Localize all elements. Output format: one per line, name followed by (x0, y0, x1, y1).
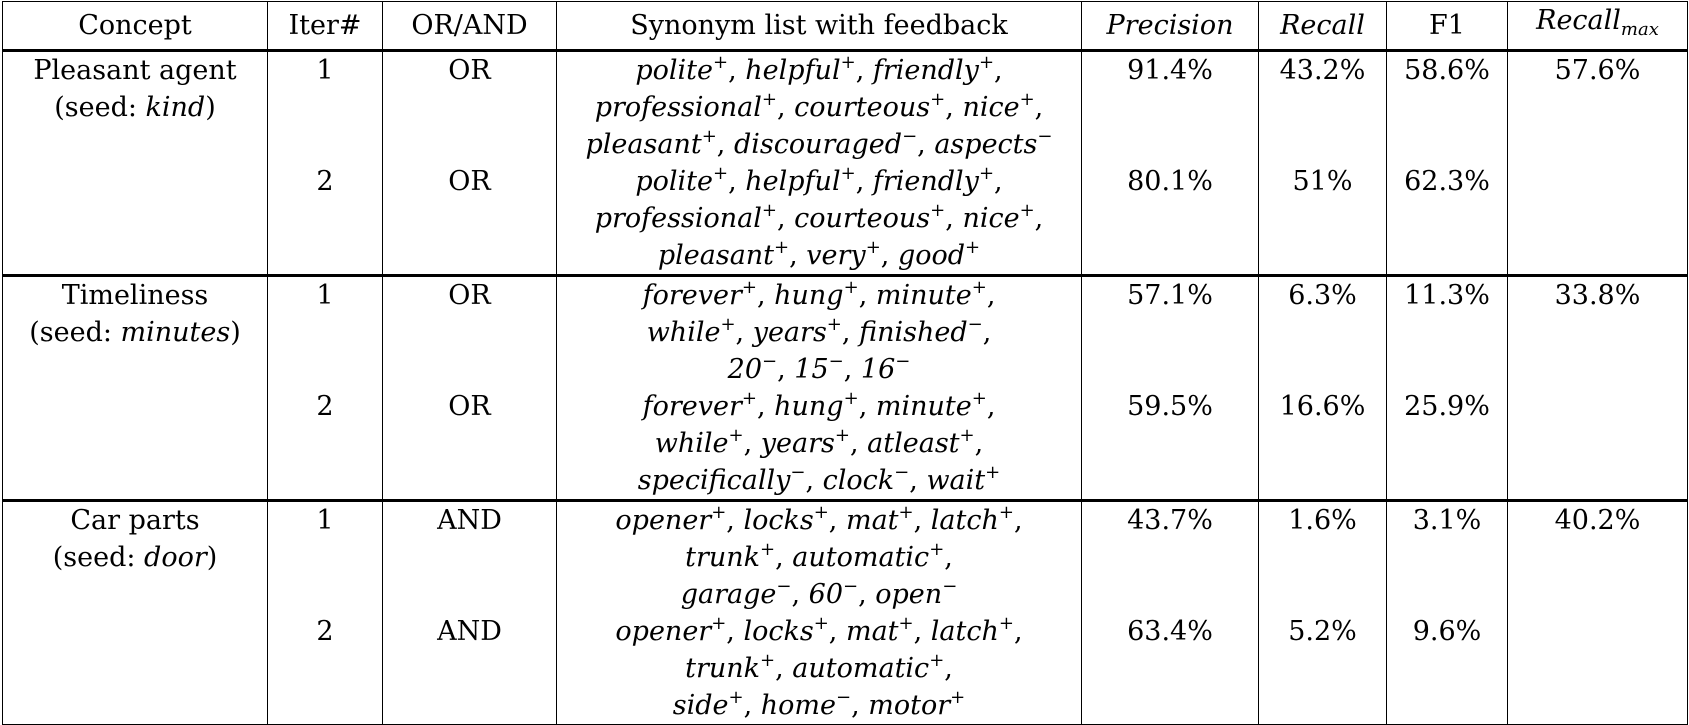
feedback-mark: + (760, 539, 776, 560)
header-recall-max-base: Recall (1536, 5, 1621, 36)
synonym-line (563, 89, 1075, 126)
feedback-mark: + (929, 650, 945, 671)
synonym-word: latch (930, 505, 999, 536)
synonym-word: while (646, 317, 721, 348)
feedback-mark: + (826, 314, 842, 335)
feedback-mark: + (865, 237, 881, 258)
results-table (2, 1, 1688, 725)
separator: , (945, 203, 963, 234)
feedback-mark: + (813, 502, 829, 523)
synonym-word: years (760, 428, 835, 459)
seed-word: minutes (120, 317, 231, 348)
f1-value: 62.3% (1404, 166, 1490, 197)
synonym-line (563, 52, 1075, 89)
operator-value: OR (448, 391, 491, 422)
operator-value: AND (437, 616, 502, 647)
precision-cell (1082, 501, 1259, 725)
f1-value: 9.6% (1412, 616, 1482, 647)
feedback-mark: + (950, 687, 966, 708)
feedback-mark: + (843, 388, 859, 409)
header-row (3, 2, 1688, 51)
synonym-word: atleast (867, 428, 960, 459)
precision-cell (1082, 276, 1259, 501)
concept-cell (3, 51, 268, 276)
iter-value: 1 (316, 505, 334, 536)
recall-cell (1259, 51, 1387, 276)
feedback-mark: + (834, 425, 850, 446)
recall-value: 43.2% (1279, 55, 1366, 86)
feedback-mark: + (930, 89, 946, 110)
synonym-word: good (897, 240, 966, 271)
synonym-word: hung (774, 391, 844, 422)
synonym-word: clock (822, 465, 895, 496)
synonym-cell (557, 276, 1082, 501)
separator: , (776, 92, 795, 123)
separator: , (1013, 616, 1023, 647)
synonym-word: very (806, 240, 866, 271)
feedback-mark: + (720, 314, 736, 335)
feedback-mark: + (761, 89, 777, 110)
synonym-word: latch (930, 616, 999, 647)
feedback-mark: − (762, 351, 778, 372)
operator-value: AND (437, 505, 502, 536)
synonym-word: side (672, 690, 729, 721)
separator: , (805, 465, 823, 496)
synonym-line (563, 462, 1075, 499)
table-row (3, 501, 1688, 725)
precision-value: 63.4% (1127, 616, 1213, 647)
separator: , (909, 465, 927, 496)
seed-close: ) (206, 542, 218, 573)
iter-value: 1 (316, 55, 334, 86)
synonym-word: opener (615, 616, 712, 647)
seed-label: (seed: (54, 92, 146, 123)
header-recall: Recall (1259, 2, 1387, 51)
feedback-mark: + (898, 502, 914, 523)
feedback-mark: + (959, 425, 975, 446)
concept-seed (9, 314, 261, 351)
iter-value: 1 (316, 280, 334, 311)
synonym-line (563, 314, 1075, 351)
synonym-word: minute (875, 391, 972, 422)
recall-value: 51% (1292, 166, 1353, 197)
synonym-word: mat (845, 616, 899, 647)
separator: , (880, 240, 898, 271)
separator: , (944, 542, 953, 573)
separator: , (986, 280, 996, 311)
seed-close: ) (230, 317, 241, 348)
separator: , (828, 616, 846, 647)
synonym-word: trunk (685, 653, 761, 684)
synonym-line (563, 388, 1075, 425)
synonym-word: years (752, 317, 827, 348)
feedback-mark: + (1019, 200, 1035, 221)
synonym-word: helpful (745, 55, 841, 86)
precision-value: 91.4% (1127, 55, 1213, 86)
iter-cell (268, 276, 383, 501)
separator: , (982, 317, 992, 348)
separator: , (728, 166, 746, 197)
feedback-mark: + (761, 200, 777, 221)
operator-cell (383, 276, 557, 501)
separator: , (841, 317, 860, 348)
feedback-mark: + (985, 462, 1001, 483)
synonym-word: finished (859, 317, 968, 348)
synonym-word: while (654, 428, 729, 459)
separator: , (775, 653, 793, 684)
iter-cell (268, 501, 383, 725)
recall-max-value: 33.8% (1508, 276, 1688, 501)
synonym-word: friendly (872, 55, 979, 86)
feedback-mark: + (840, 163, 856, 184)
table-row (3, 51, 1688, 276)
separator: , (858, 280, 876, 311)
recall-value: 16.6% (1279, 391, 1366, 422)
f1-value: 11.3% (1404, 280, 1490, 311)
feedback-mark: − (776, 576, 792, 597)
separator: , (849, 428, 868, 459)
separator: , (858, 579, 876, 610)
feedback-mark: − (836, 687, 852, 708)
feedback-mark: + (813, 613, 829, 634)
operator-value: OR (448, 280, 491, 311)
synonym-word: friendly (872, 166, 979, 197)
synonym-word: automatic (792, 653, 930, 684)
synonym-word: nice (962, 203, 1020, 234)
feedback-mark: − (902, 126, 918, 147)
synonym-line (563, 163, 1075, 200)
synonym-word: locks (743, 505, 814, 536)
concept-name: Car parts (70, 505, 200, 536)
iter-value: 2 (316, 166, 334, 197)
synonym-word: polite (635, 55, 714, 86)
feedback-mark: + (929, 539, 945, 560)
separator: , (945, 92, 963, 123)
synonym-word: motor (868, 690, 951, 721)
synonym-word: trunk (685, 542, 761, 573)
synonym-line (563, 200, 1075, 237)
synonym-word: home (760, 690, 837, 721)
separator: , (974, 428, 984, 459)
feedback-mark: + (1019, 89, 1035, 110)
seed-word: kind (145, 92, 206, 123)
f1-value: 3.1% (1412, 505, 1482, 536)
feedback-mark: − (790, 462, 806, 483)
header-op: OR/AND (383, 2, 557, 51)
synonym-line (563, 277, 1075, 314)
feedback-mark: + (711, 502, 727, 523)
separator: , (828, 505, 846, 536)
separator: , (735, 317, 753, 348)
feedback-mark: + (965, 237, 981, 258)
concept-cell (3, 276, 268, 501)
synonym-word: professional (594, 92, 762, 123)
synonym-word: open (875, 579, 943, 610)
iter-cell (268, 51, 383, 276)
f1-cell (1387, 51, 1508, 276)
synonym-word: hung (774, 280, 844, 311)
concept-seed (9, 539, 261, 576)
recall-max-value: 40.2% (1508, 501, 1688, 725)
recall-value: 6.3% (1288, 280, 1357, 311)
header-recall-max-sub: max (1620, 19, 1659, 40)
separator: , (851, 690, 869, 721)
synonym-line (563, 613, 1075, 650)
synonym-line (563, 425, 1075, 462)
feedback-mark: + (971, 277, 987, 298)
recall-cell (1259, 276, 1387, 501)
separator: , (913, 505, 931, 536)
precision-value: 59.5% (1127, 391, 1213, 422)
feedback-mark: − (1037, 126, 1053, 147)
feedback-mark: − (828, 351, 844, 372)
separator: , (944, 653, 953, 684)
separator: , (716, 129, 734, 160)
synonym-word: pleasant (657, 240, 775, 271)
separator: , (756, 280, 775, 311)
feedback-mark: + (978, 52, 995, 73)
synonym-word: 60 (808, 579, 843, 610)
feedback-mark: + (843, 277, 859, 298)
f1-value: 25.9% (1404, 391, 1490, 422)
feedback-mark: + (728, 687, 744, 708)
separator: , (1034, 203, 1044, 234)
synonym-line (563, 650, 1075, 687)
feedback-mark: + (774, 237, 790, 258)
f1-value: 58.6% (1404, 55, 1490, 86)
f1-cell (1387, 276, 1508, 501)
concept-cell (3, 501, 268, 725)
seed-word: door (144, 542, 207, 573)
feedback-mark: + (760, 650, 776, 671)
concept-seed (9, 89, 261, 126)
table-row (3, 276, 1688, 501)
feedback-mark: + (978, 163, 995, 184)
synonym-word: locks (743, 616, 814, 647)
header-recall-max (1508, 2, 1688, 51)
feedback-mark: + (741, 277, 757, 298)
synonym-word: polite (635, 166, 714, 197)
synonym-word: 20 (727, 354, 762, 385)
synonym-word: opener (615, 505, 712, 536)
separator: , (843, 354, 861, 385)
separator: , (994, 55, 1003, 86)
synonym-word: aspects (934, 129, 1038, 160)
synonym-line (563, 126, 1075, 163)
synonym-word: wait (926, 465, 986, 496)
feedback-mark: − (942, 576, 958, 597)
feedback-mark: + (741, 388, 757, 409)
synonym-word: garage (680, 579, 777, 610)
separator: , (776, 203, 795, 234)
separator: , (1013, 505, 1023, 536)
separator: , (917, 129, 935, 160)
synonym-line (563, 502, 1075, 539)
synonym-line (563, 576, 1075, 613)
feedback-mark: − (843, 576, 859, 597)
separator: , (855, 55, 873, 86)
concept-name: Timeliness (61, 280, 209, 311)
precision-value: 57.1% (1127, 280, 1213, 311)
synonym-word: minute (875, 280, 972, 311)
operator-cell (383, 51, 557, 276)
seed-close: ) (205, 92, 216, 123)
seed-label: (seed: (52, 542, 145, 573)
separator: , (789, 240, 807, 271)
feedback-mark: + (971, 388, 987, 409)
separator: , (994, 166, 1003, 197)
feedback-mark: − (894, 462, 910, 483)
feedback-mark: + (713, 52, 729, 73)
iter-value: 2 (316, 616, 334, 647)
separator: , (726, 505, 744, 536)
operator-value: OR (448, 55, 491, 86)
synonym-line (563, 687, 1075, 724)
operator-value: OR (448, 166, 491, 197)
separator: , (728, 55, 746, 86)
synonym-word: 16 (860, 354, 896, 385)
header-synonyms: Synonym list with feedback (557, 2, 1082, 51)
synonym-word: forever (642, 391, 742, 422)
feedback-mark: + (898, 613, 914, 634)
feedback-mark: + (711, 613, 727, 634)
feedback-mark: + (998, 613, 1014, 634)
feedback-mark: + (840, 52, 856, 73)
feedback-mark: − (967, 314, 983, 335)
separator: , (743, 428, 761, 459)
separator: , (1034, 92, 1044, 123)
synonym-word: helpful (745, 166, 841, 197)
separator: , (855, 166, 873, 197)
separator: , (858, 391, 876, 422)
concept-name: Pleasant agent (33, 55, 237, 86)
header-concept: Concept (3, 2, 268, 51)
synonym-word: mat (845, 505, 899, 536)
synonym-word: forever (642, 280, 742, 311)
separator: , (726, 616, 744, 647)
precision-value: 80.1% (1127, 166, 1213, 197)
iter-value: 2 (316, 391, 334, 422)
precision-cell (1082, 51, 1259, 276)
separator: , (743, 690, 761, 721)
synonym-word: discouraged (733, 129, 903, 160)
synonym-word: automatic (792, 542, 930, 573)
feedback-mark: + (713, 163, 729, 184)
synonym-word: courteous (794, 92, 931, 123)
separator: , (775, 542, 793, 573)
recall-value: 1.6% (1288, 505, 1357, 536)
recall-value: 5.2% (1288, 616, 1357, 647)
operator-cell (383, 501, 557, 725)
separator: , (791, 579, 809, 610)
header-precision: Precision (1082, 2, 1259, 51)
separator: , (986, 391, 996, 422)
synonym-word: professional (594, 203, 762, 234)
feedback-mark: + (998, 502, 1014, 523)
header-iter: Iter# (268, 2, 383, 51)
feedback-mark: + (728, 425, 744, 446)
f1-cell (1387, 501, 1508, 725)
feedback-mark: − (895, 351, 911, 372)
recall-max-value: 57.6% (1508, 51, 1688, 276)
synonym-word: courteous (794, 203, 931, 234)
synonym-line (563, 237, 1075, 274)
seed-label: (seed: (29, 317, 121, 348)
synonym-word: specifically (637, 465, 791, 496)
separator: , (756, 391, 775, 422)
synonym-line (563, 351, 1075, 388)
synonym-line (563, 539, 1075, 576)
separator: , (777, 354, 795, 385)
synonym-cell (557, 51, 1082, 276)
feedback-mark: + (930, 200, 946, 221)
synonym-word: pleasant (585, 129, 702, 160)
separator: , (913, 616, 931, 647)
header-f1: F1 (1387, 2, 1508, 51)
synonym-word: 15 (794, 354, 829, 385)
synonym-cell (557, 501, 1082, 725)
synonym-word: nice (962, 92, 1020, 123)
feedback-mark: + (701, 126, 717, 147)
recall-cell (1259, 501, 1387, 725)
precision-value: 43.7% (1127, 505, 1213, 536)
